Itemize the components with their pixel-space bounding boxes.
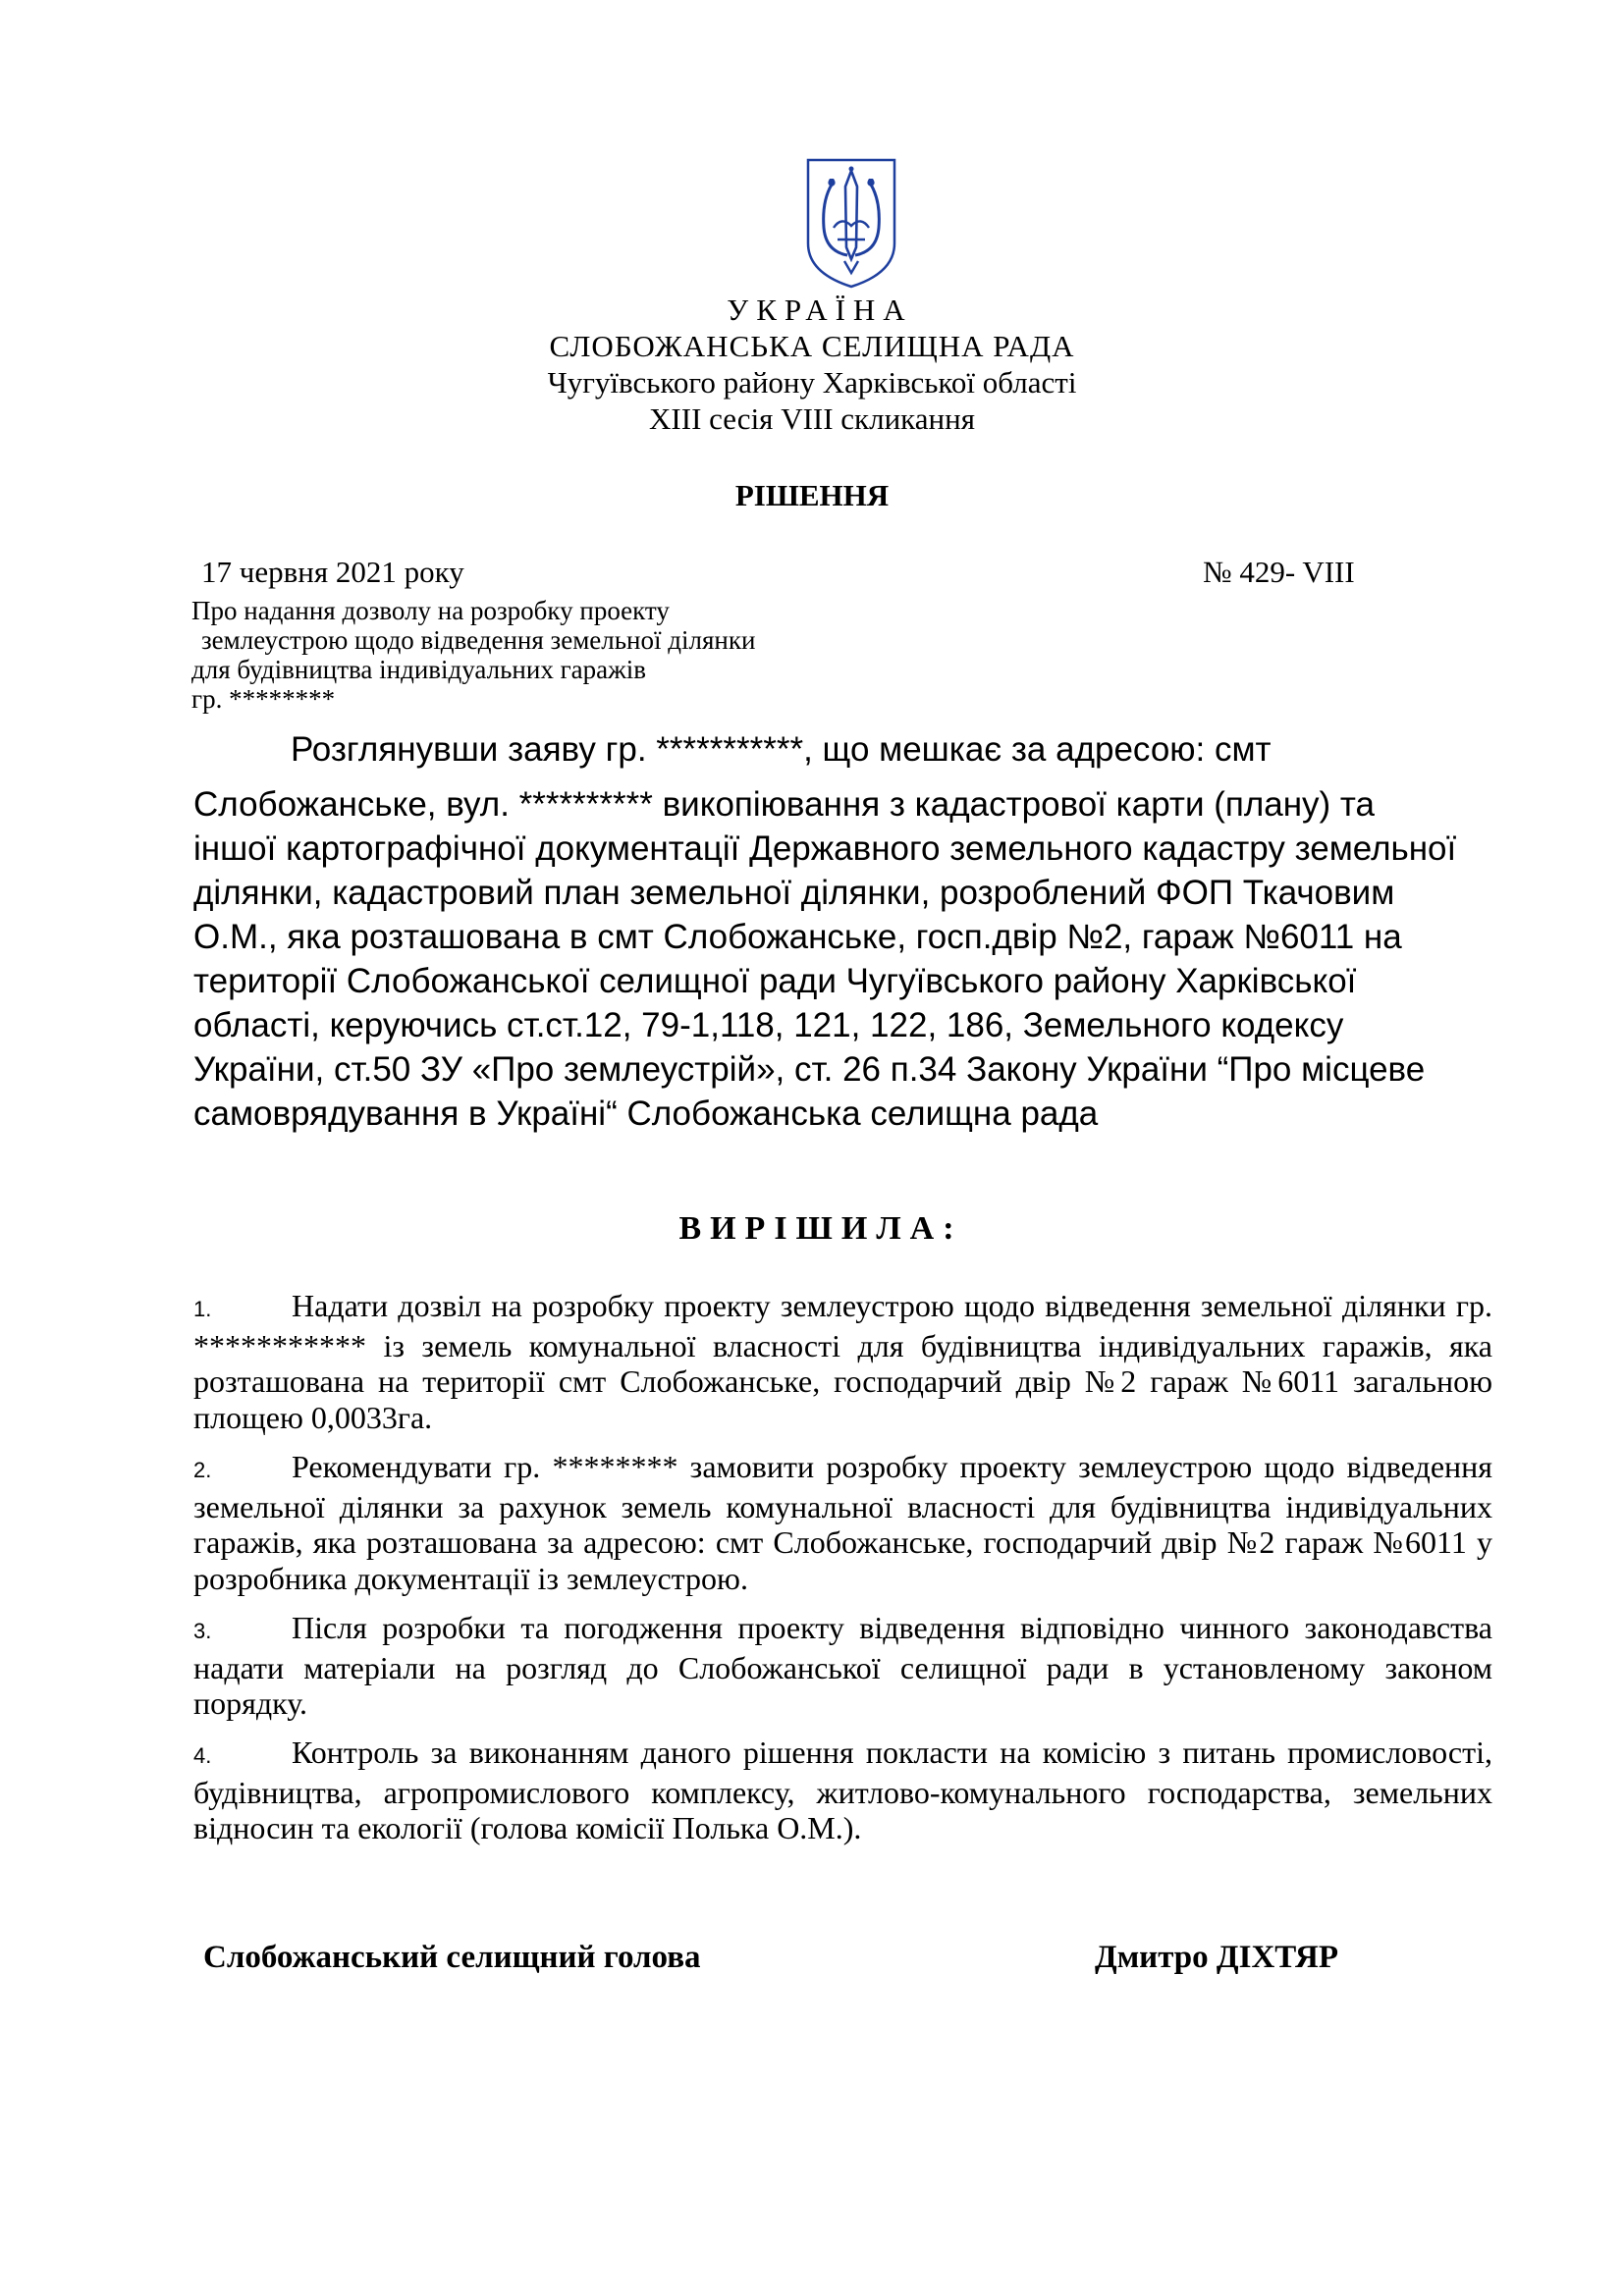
item-text: Після розробки та погодження проекту відведення відповідно чинного законодавства надати матеріали на розгляд до Слобожанської селищної ради в установленому законом порядку. — [193, 1610, 1492, 1721]
council-name: СЛОБОЖАНСЬКА СЕЛИЩНА РАДА — [549, 329, 1075, 363]
subject-line: гр. ******** — [191, 684, 336, 714]
document-date: 17 червня 2021 року — [201, 555, 464, 589]
district-name: Чугуївського району Харківської області — [547, 365, 1077, 400]
preamble-line: території Слобожанської селищної ради Чугуївського району Харківської — [193, 962, 1357, 1000]
preamble-line: іншої картографічної документації Державного земельного кадастру земельної — [193, 829, 1457, 868]
coat-of-arms-icon — [802, 157, 900, 290]
preamble-line: Слобожанське, вул. ********** викопіювання з кадастрової карти (плану) та — [193, 785, 1376, 824]
decision-item — [193, 1288, 1492, 1435]
preamble-line: ділянки, кадастровий план земельної ділянки, розроблений ФОП Ткачовим — [193, 874, 1395, 912]
subject-line: Про надання дозволу на розробку проекту — [191, 596, 670, 625]
subject-line: землеустрою щодо відведення земельної ділянки — [201, 625, 756, 655]
signature-title: Слобожанський селищний голова — [203, 1940, 701, 1975]
country-name: УКРАЇНА — [727, 293, 913, 327]
item-text: Рекомендувати гр. ******** замовити розробку проекту землеустрою щодо відведення земельної ділянки за рахунок земель комунальної власності для будівництва індивідуальних гаражів, яка розташована за адресою: смт Слобожанське, господарчий двір №2 гараж №6011 у розробника документації із землеустрою. — [193, 1449, 1492, 1596]
item-text: Надати дозвіл на розробку проекту землеустрою щодо відведення земельної ділянки гр. *********** із земель комунальної власності для будівництва індивідуальних гаражів, яка розташована на території смт Слобожанське, господарчий двір №2 гараж №6011 загальною площею 0,0033га. — [193, 1288, 1492, 1435]
signatory-name: Дмитро ДІХТЯР — [1095, 1940, 1339, 1975]
preamble-line: України, ст.50 ЗУ «Про землеустрій», ст. 26 п.34 Закону України “Про місцеве — [193, 1050, 1426, 1089]
item-text: Контроль за виконанням даного рішення покласти на комісію з питань промисловості, будівництва, агропромислового комплексу, житлово-комунального господарства, земельних відносин та екології (голова комісії Полька О.М.). — [193, 1735, 1492, 1845]
preamble-line: Розглянувши заяву гр. ***********, що мешкає за адресою: смт — [291, 730, 1272, 769]
item-number: 4. — [193, 1743, 212, 1768]
preamble-line: самоврядування в Україні“ Слобожанська селищна рада — [193, 1095, 1099, 1133]
session-label: XIII сесія VIII скликання — [649, 401, 975, 436]
subject-line: для будівництва індивідуальних гаражів — [191, 655, 647, 684]
preamble-line: О.М., яка розташована в смт Слобожанське, госп.двір №2, гараж №6011 на — [193, 918, 1402, 956]
decision-heading: ВИРІШИЛА: — [678, 1210, 963, 1247]
decision-item — [193, 1449, 1492, 1596]
preamble-line: області, керуючись ст.ст.12, 79-1,118, 121, 122, 186, Земельного кодексу — [193, 1006, 1344, 1044]
item-number: 1. — [193, 1297, 212, 1321]
document-type-heading: РІШЕННЯ — [734, 478, 890, 512]
decision-item — [193, 1735, 1492, 1846]
item-number: 3. — [193, 1619, 212, 1643]
decision-item — [193, 1610, 1492, 1722]
document-number: № 429- VIII — [1203, 555, 1355, 589]
item-number: 2. — [193, 1458, 212, 1482]
